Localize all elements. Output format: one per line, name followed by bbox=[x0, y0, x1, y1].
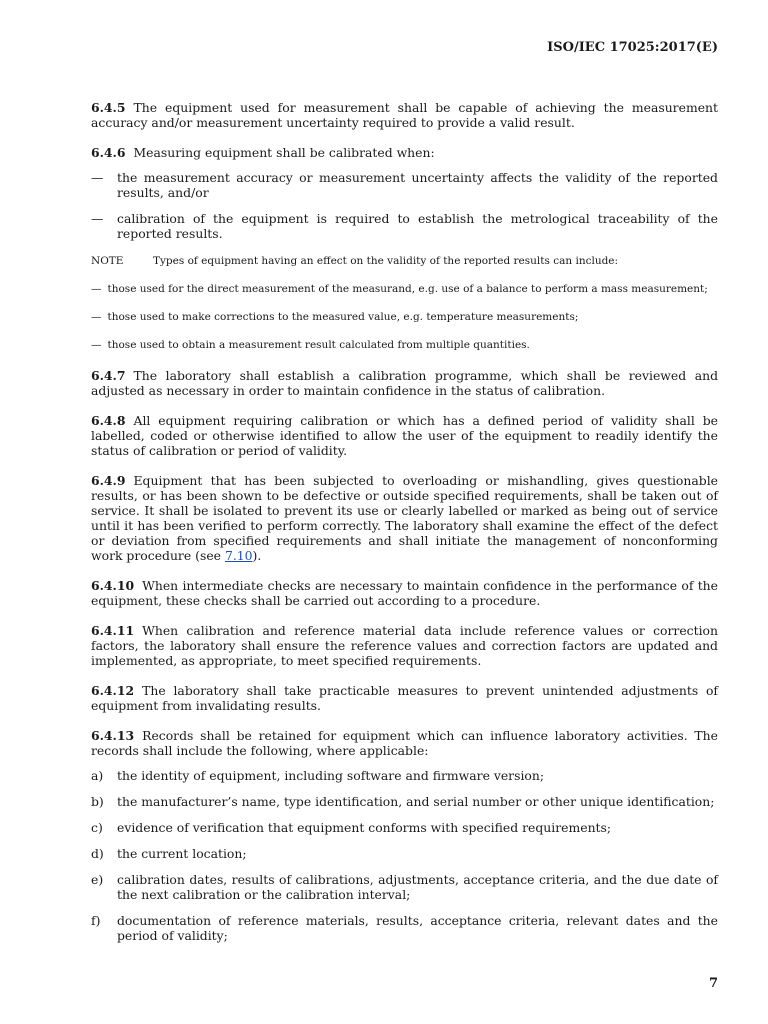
clause-number: 6.4.10 bbox=[91, 578, 135, 593]
document-body bbox=[91, 100, 718, 954]
clause-6-4-13 bbox=[91, 728, 718, 758]
clause-reference-link[interactable]: 7.10 bbox=[224, 548, 253, 563]
clause-text: The equipment used for measurement shall be capable of achieving the measurement accuracy and/or measurement uncertainty required to provide a valid result. bbox=[91, 100, 718, 130]
page-number: 7 bbox=[708, 976, 718, 991]
clause-text: Records shall be retained for equipment which can influence laboratory activities. The records shall include the following, where applicable: bbox=[91, 728, 718, 758]
list-item bbox=[91, 794, 718, 809]
note-item-text: those used for the direct measurement of the measurand, e.g. use of a balance to perform a mass measurement; bbox=[107, 283, 708, 295]
clause-text: When intermediate checks are necessary to maintain confidence in the performance of the equipment, these checks shall be carried out according to a procedure. bbox=[91, 578, 718, 608]
list-item-text: calibration of the equipment is required to establish the metrological traceability of the reported results. bbox=[117, 211, 718, 241]
clause-6-4-9 bbox=[91, 473, 718, 563]
dash-marker: — bbox=[91, 339, 102, 351]
list-item bbox=[91, 820, 718, 835]
list-marker: d) bbox=[91, 846, 104, 861]
clause-number: 6.4.13 bbox=[91, 728, 135, 743]
list-marker: c) bbox=[91, 820, 103, 835]
clause-6-4-12 bbox=[91, 683, 718, 713]
list-item bbox=[91, 211, 718, 241]
dash-marker: — bbox=[91, 170, 104, 185]
list-marker: b) bbox=[91, 794, 104, 809]
dash-marker: — bbox=[91, 311, 102, 323]
note-item-text: those used to make corrections to the measured value, e.g. temperature measurements; bbox=[107, 311, 579, 323]
clause-6-4-8 bbox=[91, 413, 718, 458]
note-item-text: those used to obtain a measurement result calculated from multiple quantities. bbox=[107, 339, 530, 351]
clause-number: 6.4.7 bbox=[91, 368, 126, 383]
list-marker: a) bbox=[91, 768, 104, 783]
clause-text: When calibration and reference material data include reference values or correction factors, the laboratory shall ensure the reference values and correction factors are updated and implemented, as appropriate, to meet specified requirements. bbox=[91, 623, 718, 668]
list-item-text: evidence of verification that equipment conforms with specified requirements; bbox=[117, 820, 612, 835]
list-item-text: the current location; bbox=[117, 846, 247, 861]
clause-6-4-7 bbox=[91, 368, 718, 398]
list-item-text: the manufacturer’s name, type identification, and serial number or other unique identification; bbox=[117, 794, 715, 809]
clause-text: Equipment that has been subjected to overloading or mishandling, gives questionable results, or has been shown to be defective or outside specified requirements, shall be taken out of service. It shall be isolated to prevent its use or clearly labelled or marked as being out of service until it has been verified to perform correctly. The laboratory shall examine the effect of the defect or deviation from specified requirements and shall initiate the management of nonconforming work procedure (see bbox=[91, 473, 718, 563]
note bbox=[91, 254, 718, 269]
list-item bbox=[91, 846, 718, 861]
dash-marker: — bbox=[91, 211, 104, 226]
note-list-item bbox=[91, 338, 718, 353]
clause-number: 6.4.11 bbox=[91, 623, 135, 638]
clause-6-4-10 bbox=[91, 578, 718, 608]
clause-number: 6.4.6 bbox=[91, 145, 126, 160]
list-item-text: the identity of equipment, including software and firmware version; bbox=[117, 768, 545, 783]
clause-number: 6.4.12 bbox=[91, 683, 135, 698]
note-text: Types of equipment having an effect on the validity of the reported results can include: bbox=[153, 255, 619, 267]
note-list-item bbox=[91, 282, 718, 297]
note-list-item bbox=[91, 310, 718, 325]
list-marker: e) bbox=[91, 872, 104, 887]
clause-text-tail: ). bbox=[252, 548, 262, 563]
clause-text: The laboratory shall establish a calibration programme, which shall be reviewed and adjusted as necessary in order to maintain confidence in the status of calibration. bbox=[91, 368, 718, 398]
note-label: NOTE bbox=[91, 255, 124, 267]
clause-6-4-5 bbox=[91, 100, 718, 130]
list-item bbox=[91, 913, 718, 943]
list-item-text: documentation of reference materials, results, acceptance criteria, relevant dates and the period of validity; bbox=[117, 913, 718, 943]
list-item bbox=[91, 768, 718, 783]
clause-6-4-11 bbox=[91, 623, 718, 668]
clause-number: 6.4.5 bbox=[91, 100, 126, 115]
clause-text: All equipment requiring calibration or which has a defined period of validity shall be labelled, coded or otherwise identified to allow the user of the equipment to readily identify the status of calibration or period of validity. bbox=[91, 413, 718, 458]
list-item bbox=[91, 872, 718, 902]
dash-marker: — bbox=[91, 283, 102, 295]
clause-6-4-6 bbox=[91, 145, 718, 160]
clause-number: 6.4.9 bbox=[91, 473, 126, 488]
document-header-id: ISO/IEC 17025:2017(E) bbox=[547, 40, 718, 55]
clause-text: The laboratory shall take practicable measures to prevent unintended adjustments of equipment from invalidating results. bbox=[91, 683, 718, 713]
list-marker: f) bbox=[91, 913, 101, 928]
list-item bbox=[91, 170, 718, 200]
list-item-text: calibration dates, results of calibrations, adjustments, acceptance criteria, and the due date of the next calibration or the calibration interval; bbox=[117, 872, 718, 902]
list-item-text: the measurement accuracy or measurement uncertainty affects the validity of the reported results, and/or bbox=[117, 170, 718, 200]
clause-number: 6.4.8 bbox=[91, 413, 126, 428]
clause-text: Measuring equipment shall be calibrated when: bbox=[133, 145, 435, 160]
